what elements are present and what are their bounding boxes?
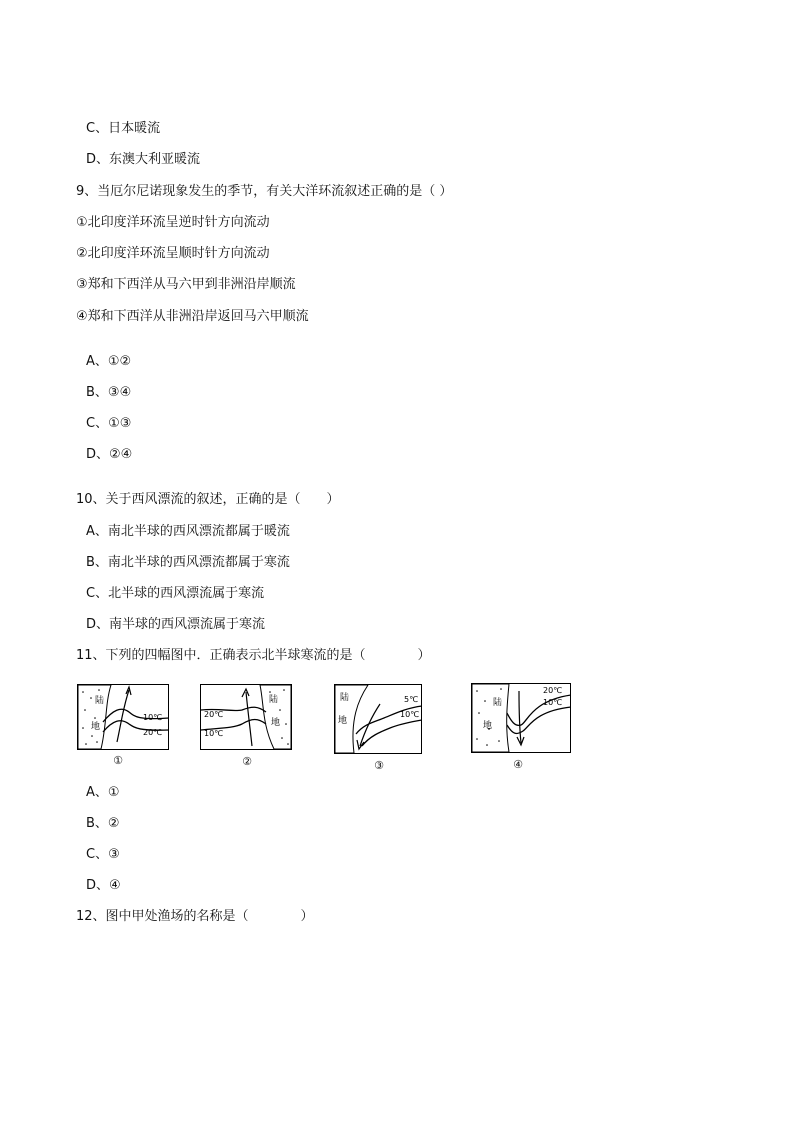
q11-option-c: C、③ bbox=[86, 847, 120, 862]
q10-stem: 10、关于西风漂流的叙述，正确的是（ ） bbox=[76, 492, 340, 507]
q9-option-a: A、①② bbox=[86, 354, 132, 369]
q11-figure-4 bbox=[471, 683, 571, 771]
q9-option-c: C、①③ bbox=[86, 416, 132, 431]
isotherm-label-a: 5℃ bbox=[404, 695, 419, 704]
q9-option-d: D、②④ bbox=[86, 447, 133, 462]
isotherm-label-b: 10℃ bbox=[400, 710, 420, 719]
q10-option-a: A、南北半球的西风漂流都属于暖流 bbox=[86, 524, 290, 539]
land-label-bottom: 地 bbox=[271, 718, 281, 728]
q9-statement-4: ④郑和下西洋从非洲沿岸返回马六甲顺流 bbox=[76, 309, 309, 324]
land-label-top: 陆 bbox=[269, 695, 279, 705]
q9-stem: 9、当厄尔尼诺现象发生的季节，有关大洋环流叙述正确的是（ ） bbox=[76, 184, 453, 199]
isotherm-label-b: 20℃ bbox=[143, 728, 163, 737]
q10-option-d: D、南半球的西风漂流属于寒流 bbox=[86, 617, 266, 632]
q11-figure-1-label: ① bbox=[113, 754, 123, 767]
land-label-top: 陆 bbox=[493, 698, 503, 708]
ocean-current-diagram-2 bbox=[200, 684, 292, 750]
q11-figure-2 bbox=[200, 684, 292, 768]
q8-option-c: C、日本暖流 bbox=[86, 121, 161, 136]
q10-option-b: B、南北半球的西风漂流都属于寒流 bbox=[86, 555, 290, 570]
land-label-top: 陆 bbox=[95, 696, 105, 706]
land-label-bottom: 地 bbox=[91, 722, 101, 732]
isotherm-label-a: 20℃ bbox=[204, 710, 224, 719]
q11-figure-3 bbox=[334, 684, 422, 772]
q11-figure-4-label: ④ bbox=[513, 758, 523, 771]
q9-statement-3: ③郑和下西洋从马六甲到非洲沿岸顺流 bbox=[76, 277, 296, 292]
q11-option-d: D、④ bbox=[86, 878, 121, 893]
q11-option-a: A、① bbox=[86, 785, 120, 800]
q9-option-b: B、③④ bbox=[86, 385, 132, 400]
q11-stem: 11、下列的四幅图中．正确表示北半球寒流的是（ ） bbox=[76, 648, 431, 663]
q11-figure-3-label: ③ bbox=[374, 759, 384, 772]
isotherm-label-b: 10℃ bbox=[204, 729, 224, 738]
ocean-current-diagram-1 bbox=[77, 684, 169, 750]
q9-statement-2: ②北印度洋环流呈顺时针方向流动 bbox=[76, 246, 270, 261]
land-label-top: 陆 bbox=[340, 693, 350, 703]
isotherm-label-a: 10℃ bbox=[143, 713, 163, 722]
ocean-current-diagram-4 bbox=[471, 683, 571, 753]
isotherm-label-a: 20℃ bbox=[543, 686, 563, 695]
q11-figure-2-label: ② bbox=[242, 755, 252, 768]
land-label-bottom: 地 bbox=[483, 721, 493, 731]
isotherm-label-b: 10℃ bbox=[543, 698, 563, 707]
land-label-bottom: 地 bbox=[338, 716, 348, 726]
q11-option-b: B、② bbox=[86, 816, 120, 831]
q12-stem: 12、图中甲处渔场的名称是（ ） bbox=[76, 909, 314, 924]
q9-statement-1: ①北印度洋环流呈逆时针方向流动 bbox=[76, 215, 270, 230]
ocean-current-diagram-3 bbox=[334, 684, 422, 754]
q8-option-d: D、东澳大利亚暖流 bbox=[86, 152, 201, 167]
q11-figure-1 bbox=[77, 684, 169, 767]
q10-option-c: C、北半球的西风漂流属于寒流 bbox=[86, 586, 265, 601]
